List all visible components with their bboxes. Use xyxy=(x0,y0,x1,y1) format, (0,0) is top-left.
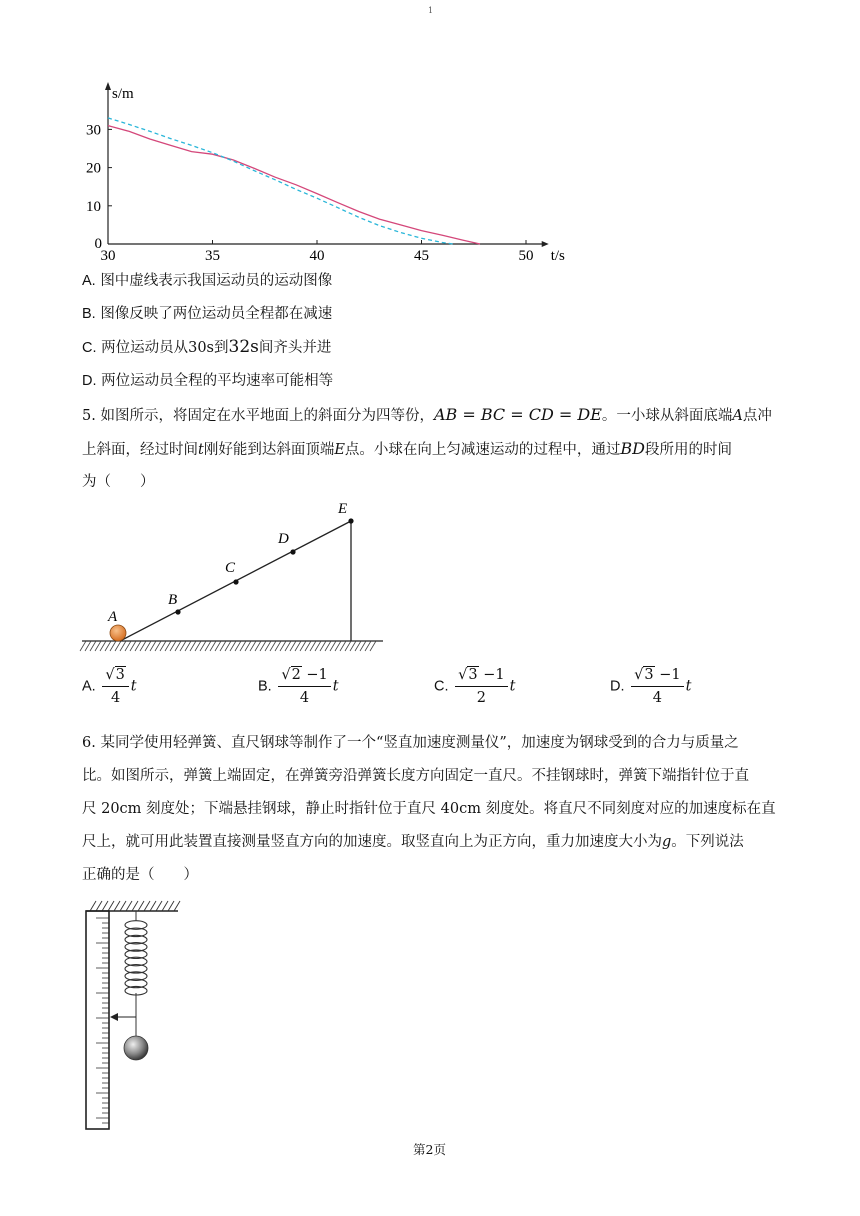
q5-text: 刚好能到达斜面顶端 xyxy=(203,442,335,458)
hatch-line xyxy=(330,641,336,651)
x-tick-label: 30 xyxy=(100,248,116,264)
hatch-line xyxy=(305,641,311,651)
option-label: D. xyxy=(610,678,625,695)
hatch-line xyxy=(210,641,216,651)
hatch-line xyxy=(150,641,156,651)
option-label: B. xyxy=(258,678,272,695)
hatch-line xyxy=(205,641,211,651)
x-tick-label: 40 xyxy=(309,248,325,264)
radicand: 3 xyxy=(468,667,478,683)
pointer-arrow-icon xyxy=(110,1013,118,1021)
q5-option-a xyxy=(82,664,137,709)
y-tick-label: 10 xyxy=(86,198,101,215)
q5-equation: AB = BC = CD = DE xyxy=(433,405,602,424)
x-axis-arrow-icon xyxy=(542,241,549,247)
q5-stem-line3 xyxy=(82,472,155,492)
hatch-line xyxy=(190,641,196,651)
hatch-line xyxy=(100,641,106,651)
option-label: C. xyxy=(82,340,97,356)
hatch-line xyxy=(320,641,326,651)
q5-var-t: t xyxy=(198,442,204,458)
q6-text: 尺 20cm 刻度处；下端悬挂钢球，静止时指针位于直尺 40cm 刻度处。将直尺不同刻度对应的加速度标在直 xyxy=(82,801,776,817)
ceiling-hatch-line xyxy=(132,901,138,911)
denominator: 2 xyxy=(476,690,486,706)
option-emph: 32s xyxy=(228,337,259,357)
q5-point-e: E xyxy=(334,442,345,458)
ceiling-hatch-line xyxy=(150,901,156,911)
q4-option-b xyxy=(82,304,332,324)
num-tail: −1 xyxy=(301,667,328,683)
hatch-line xyxy=(155,641,161,651)
q6-text: 比。如图所示，弹簧上端固定，在弹簧旁沿弹簧长度方向固定一直尺。不挂钢球时，弹簧下端指针位于直 xyxy=(82,768,749,784)
hatch-line xyxy=(255,641,261,651)
q6-text: 6. 某同学使用轻弹簧、直尺钢球等制作了一个“竖直加速度测量仪”，加速度为钢球受到的合力与质量之 xyxy=(82,735,739,751)
hatch-line xyxy=(160,641,166,651)
q5-stem-line1 xyxy=(82,405,772,426)
hatch-line xyxy=(180,641,186,651)
option-label: B. xyxy=(82,306,96,322)
label-e: E xyxy=(338,501,348,517)
ceiling-hatch xyxy=(90,901,180,911)
hatch-line xyxy=(240,641,246,651)
q5-option-b xyxy=(258,664,339,709)
x-tick-label: 50 xyxy=(518,248,534,264)
hatch-line xyxy=(135,641,141,651)
ceiling-hatch-line xyxy=(156,901,162,911)
ruler-ticks xyxy=(96,918,109,1123)
var-t: t xyxy=(332,678,339,695)
var-t: t xyxy=(130,678,137,695)
q6-text: 正确的是（ ） xyxy=(82,867,198,883)
hatch-line xyxy=(270,641,276,651)
x-tick-label: 45 xyxy=(414,248,429,264)
option-text: 图中虚线表示我国运动员的运动图像 xyxy=(100,273,333,289)
option-label: D. xyxy=(82,373,97,389)
hatch-line xyxy=(310,641,316,651)
hatch-line xyxy=(140,641,146,651)
denominator: 4 xyxy=(110,690,121,706)
point-c-dot xyxy=(233,579,238,584)
option-text: 两位运动员全程的平均速率可能相等 xyxy=(101,373,334,389)
q4-option-a xyxy=(82,271,332,291)
incline-figure xyxy=(80,496,390,661)
num-tail: −1 xyxy=(654,667,681,683)
q6-stem-line1 xyxy=(82,733,739,753)
q6-text: 尺上，就可用此装置直接测量竖直方向的加速度。取竖直向上为正方向，重力加速度大小为 xyxy=(82,834,662,850)
hatch-line xyxy=(325,641,331,651)
page-footer: 第2页 xyxy=(413,1142,446,1157)
hatch-line xyxy=(130,641,136,651)
ceiling-hatch-line xyxy=(138,901,144,911)
x-axis-label: t/s xyxy=(550,248,565,264)
q4-option-d xyxy=(82,371,333,391)
q5-segment-bd: BD xyxy=(620,439,646,458)
ground-hatch xyxy=(80,641,376,651)
hatch-line xyxy=(260,641,266,651)
hatch-line xyxy=(370,641,376,651)
q5-text: 为（ ） xyxy=(82,474,155,490)
radicand: 2 xyxy=(291,667,301,683)
y-tick-label: 30 xyxy=(86,122,101,139)
option-label: C. xyxy=(434,678,449,695)
hatch-line xyxy=(280,641,286,651)
ceiling-hatch-line xyxy=(90,901,96,911)
label-c: C xyxy=(225,560,236,576)
steel-ball-icon xyxy=(124,1036,148,1060)
var-t: t xyxy=(509,678,516,695)
hatch-line xyxy=(275,641,281,651)
option-text-after: 间齐头并进 xyxy=(258,340,332,356)
hatch-line xyxy=(340,641,346,651)
hatch-line xyxy=(355,641,361,651)
hatch-line xyxy=(290,641,296,651)
hatch-line xyxy=(185,641,191,651)
point-b-dot xyxy=(175,609,180,614)
option-label: A. xyxy=(82,273,96,289)
spring-ruler-figure xyxy=(80,896,190,1136)
hatch-line xyxy=(215,641,221,651)
q5-stem-line2 xyxy=(82,439,732,460)
hatch-line xyxy=(200,641,206,651)
label-a: A xyxy=(108,609,118,625)
q5-text: 点冲 xyxy=(742,408,772,424)
q6-stem-line3 xyxy=(82,799,776,819)
hatch-line xyxy=(365,641,371,651)
series-line-solid xyxy=(108,126,480,244)
q6-stem-line5 xyxy=(82,865,198,885)
option-text: 图像反映了两位运动员全程都在减速 xyxy=(100,306,333,322)
hatch-line xyxy=(285,641,291,651)
fraction: $\frac{√3}{4}$ xyxy=(102,664,128,709)
option-text: 两位运动员从30s到 xyxy=(101,340,229,356)
q5-option-d xyxy=(610,664,691,709)
hatch-line xyxy=(345,641,351,651)
fraction: $\frac{√3 -1}{4}$ xyxy=(631,664,683,709)
q6-var-g: g xyxy=(662,834,672,850)
q5-text: 段所用的时间 xyxy=(645,442,733,458)
y-tick-label: 20 xyxy=(86,160,101,177)
point-d-dot xyxy=(290,549,295,554)
q6-stem-line2 xyxy=(82,766,749,786)
ceiling-hatch-line xyxy=(126,901,132,911)
hatch-line xyxy=(165,641,171,651)
hatch-line xyxy=(300,641,306,651)
ceiling-hatch-line xyxy=(96,901,102,911)
hatch-line xyxy=(235,641,241,651)
ceiling-hatch-line xyxy=(144,901,150,911)
hatch-line xyxy=(105,641,111,651)
q6-text: 。下列说法 xyxy=(671,834,744,850)
radicand: 3 xyxy=(115,667,125,683)
spring-coils xyxy=(125,921,147,995)
fraction: $\frac{√3 -1}{2}$ xyxy=(455,664,507,709)
hatch-line xyxy=(315,641,321,651)
hatch-line xyxy=(245,641,251,651)
q6-stem-line4 xyxy=(82,832,744,852)
num-tail: −1 xyxy=(478,667,505,683)
hatch-line xyxy=(360,641,366,651)
label-b: B xyxy=(168,592,178,608)
hatch-line xyxy=(115,641,121,651)
label-d: D xyxy=(278,531,289,547)
hatch-line xyxy=(335,641,341,651)
q5-text: 5. 如图所示，将固定在水平地面上的斜面分为四等份， xyxy=(82,408,434,424)
hatch-line xyxy=(120,641,126,651)
page-header-mark: 1 xyxy=(428,6,434,15)
hatch-line xyxy=(170,641,176,651)
q5-text: 上斜面，经过时间 xyxy=(82,442,198,458)
hatch-line xyxy=(195,641,201,651)
fraction: $\frac{√2 -1}{4}$ xyxy=(278,664,330,709)
y-axis-arrow-icon xyxy=(105,82,111,90)
hatch-line xyxy=(80,641,86,651)
hatch-line xyxy=(95,641,101,651)
ceiling-hatch-line xyxy=(114,901,120,911)
hatch-line xyxy=(220,641,226,651)
position-time-chart xyxy=(70,78,565,268)
hatch-line xyxy=(110,641,116,651)
ball-icon xyxy=(110,625,126,641)
hatch-line xyxy=(230,641,236,651)
radicand: 3 xyxy=(644,667,654,683)
point-e-dot xyxy=(348,518,353,523)
hatch-line xyxy=(90,641,96,651)
hatch-line xyxy=(175,641,181,651)
hatch-line xyxy=(350,641,356,651)
q5-point-a: A xyxy=(732,408,743,424)
q5-text: 。一小球从斜面底端 xyxy=(601,408,733,424)
y-tick-label: 0 xyxy=(94,236,102,252)
ceiling-hatch-line xyxy=(108,901,114,911)
ceiling-hatch-line xyxy=(120,901,126,911)
hatch-line xyxy=(85,641,91,651)
hatch-line xyxy=(265,641,271,651)
option-label: A. xyxy=(82,678,96,695)
hatch-line xyxy=(295,641,301,651)
ceiling-hatch-line xyxy=(174,901,180,911)
hatch-line xyxy=(145,641,151,651)
q5-option-c xyxy=(434,664,515,709)
q5-text: 点。小球在向上匀减速运动的过程中，通过 xyxy=(344,442,621,458)
hatch-line xyxy=(225,641,231,651)
q4-option-c xyxy=(82,337,331,358)
denominator: 4 xyxy=(652,690,662,706)
ruler xyxy=(86,911,109,1129)
var-t: t xyxy=(685,678,692,695)
hatch-line xyxy=(125,641,131,651)
denominator: 4 xyxy=(299,690,310,706)
ceiling-hatch-line xyxy=(168,901,174,911)
y-axis-label: s/m xyxy=(112,86,134,102)
x-tick-label: 35 xyxy=(205,248,220,264)
ceiling-hatch-line xyxy=(102,901,108,911)
hatch-line xyxy=(250,641,256,651)
ceiling-hatch-line xyxy=(162,901,168,911)
